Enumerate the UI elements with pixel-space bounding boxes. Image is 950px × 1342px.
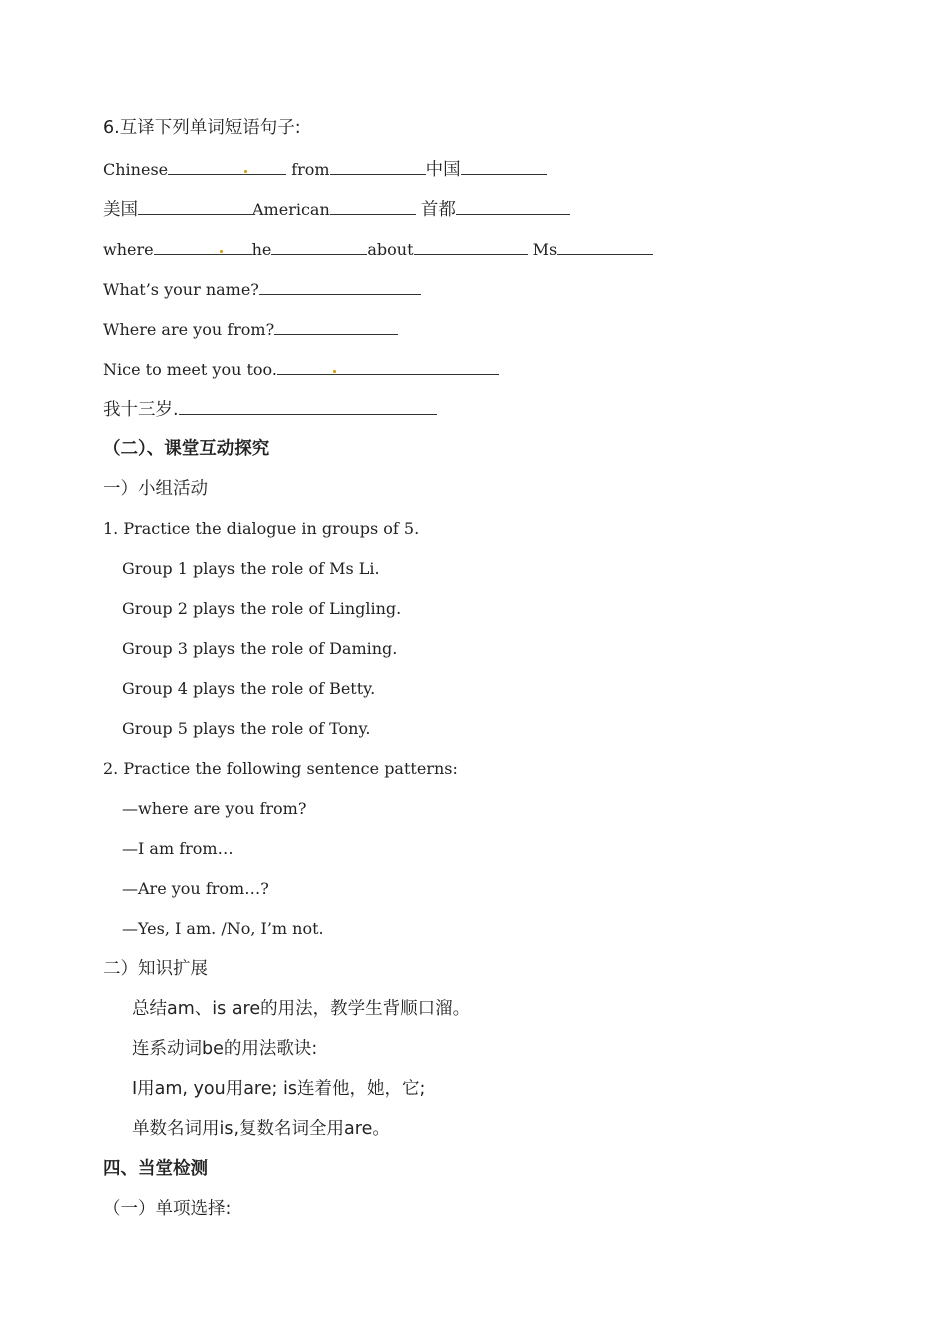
translation-sentence-1 xyxy=(103,278,421,300)
answer-blank[interactable] xyxy=(259,278,421,295)
subsection-group-activity: 一）小组活动 xyxy=(103,479,208,499)
answer-blank[interactable] xyxy=(414,238,528,255)
expansion-line: I用am, you用are; is连着他，她，它; xyxy=(132,1079,426,1099)
section-4-title: 四、当堂检测 xyxy=(103,1159,208,1179)
word-about: about xyxy=(367,240,414,259)
exercise-6-heading: 6.互译下列单词短语句子: xyxy=(103,118,301,138)
answer-blank[interactable] xyxy=(461,158,547,175)
sentence-text: 我十三岁. xyxy=(103,400,179,420)
answer-blank[interactable] xyxy=(168,158,286,175)
subsection-knowledge-expansion: 二）知识扩展 xyxy=(103,959,208,979)
subsection-single-choice: （一）单项选择: xyxy=(103,1199,232,1219)
sentence-text: What’s your name? xyxy=(103,280,259,299)
group-role-line: Group 3 plays the role of Daming. xyxy=(122,639,398,658)
translation-row-1 xyxy=(103,158,547,180)
sentence-text: Nice to meet you too. xyxy=(103,360,277,379)
word-chinese: Chinese xyxy=(103,160,169,179)
mark-dot xyxy=(244,170,247,173)
answer-blank[interactable] xyxy=(179,398,437,415)
section-2-title: （二）、课堂互动探究 xyxy=(103,439,270,459)
practice-item-2: 2. Practice the following sentence patterns: xyxy=(103,759,458,778)
mark-dot xyxy=(220,250,223,253)
answer-blank[interactable] xyxy=(330,158,426,175)
answer-blank[interactable] xyxy=(138,198,252,215)
answer-blank[interactable] xyxy=(271,238,367,255)
answer-blank[interactable] xyxy=(330,198,416,215)
pattern-line: —I am from… xyxy=(122,839,234,858)
group-role-line: Group 2 plays the role of Lingling. xyxy=(122,599,402,618)
group-role-line: Group 1 plays the role of Ms Li. xyxy=(122,559,380,578)
pattern-line: —Yes, I am. /No, I’m not. xyxy=(122,919,324,938)
group-role-line: Group 5 plays the role of Tony. xyxy=(122,719,371,738)
translation-row-3 xyxy=(103,238,653,260)
expansion-line: 总结am、is are的用法，教学生背顺口溜。 xyxy=(132,999,471,1019)
sentence-text: Where are you from? xyxy=(103,320,275,339)
translation-sentence-2 xyxy=(103,318,398,340)
answer-blank[interactable] xyxy=(274,318,398,335)
pattern-line: —Are you from…? xyxy=(122,879,269,898)
group-role-line: Group 4 plays the role of Betty. xyxy=(122,679,376,698)
word-usa: 美国 xyxy=(103,200,138,220)
word-american: American xyxy=(252,200,330,219)
mark-dot xyxy=(333,370,336,373)
answer-blank[interactable] xyxy=(456,198,570,215)
answer-blank[interactable] xyxy=(277,358,499,375)
word-from: from xyxy=(291,160,330,179)
word-ms: Ms xyxy=(532,240,558,259)
practice-item-1: 1. Practice the dialogue in groups of 5. xyxy=(103,519,420,538)
word-china: 中国 xyxy=(425,160,461,180)
word-he: he xyxy=(251,240,272,259)
word-capital: 首都 xyxy=(420,200,456,220)
answer-blank[interactable] xyxy=(154,238,252,255)
translation-row-2 xyxy=(103,198,570,220)
translation-sentence-4 xyxy=(103,398,437,420)
answer-blank[interactable] xyxy=(557,238,653,255)
expansion-line: 单数名词用is,复数名词全用are。 xyxy=(132,1119,390,1139)
translation-sentence-3 xyxy=(103,358,499,380)
pattern-line: —where are you from? xyxy=(122,799,307,818)
expansion-line: 连系动词be的用法歌诀: xyxy=(132,1039,318,1059)
word-where: where xyxy=(103,240,154,259)
